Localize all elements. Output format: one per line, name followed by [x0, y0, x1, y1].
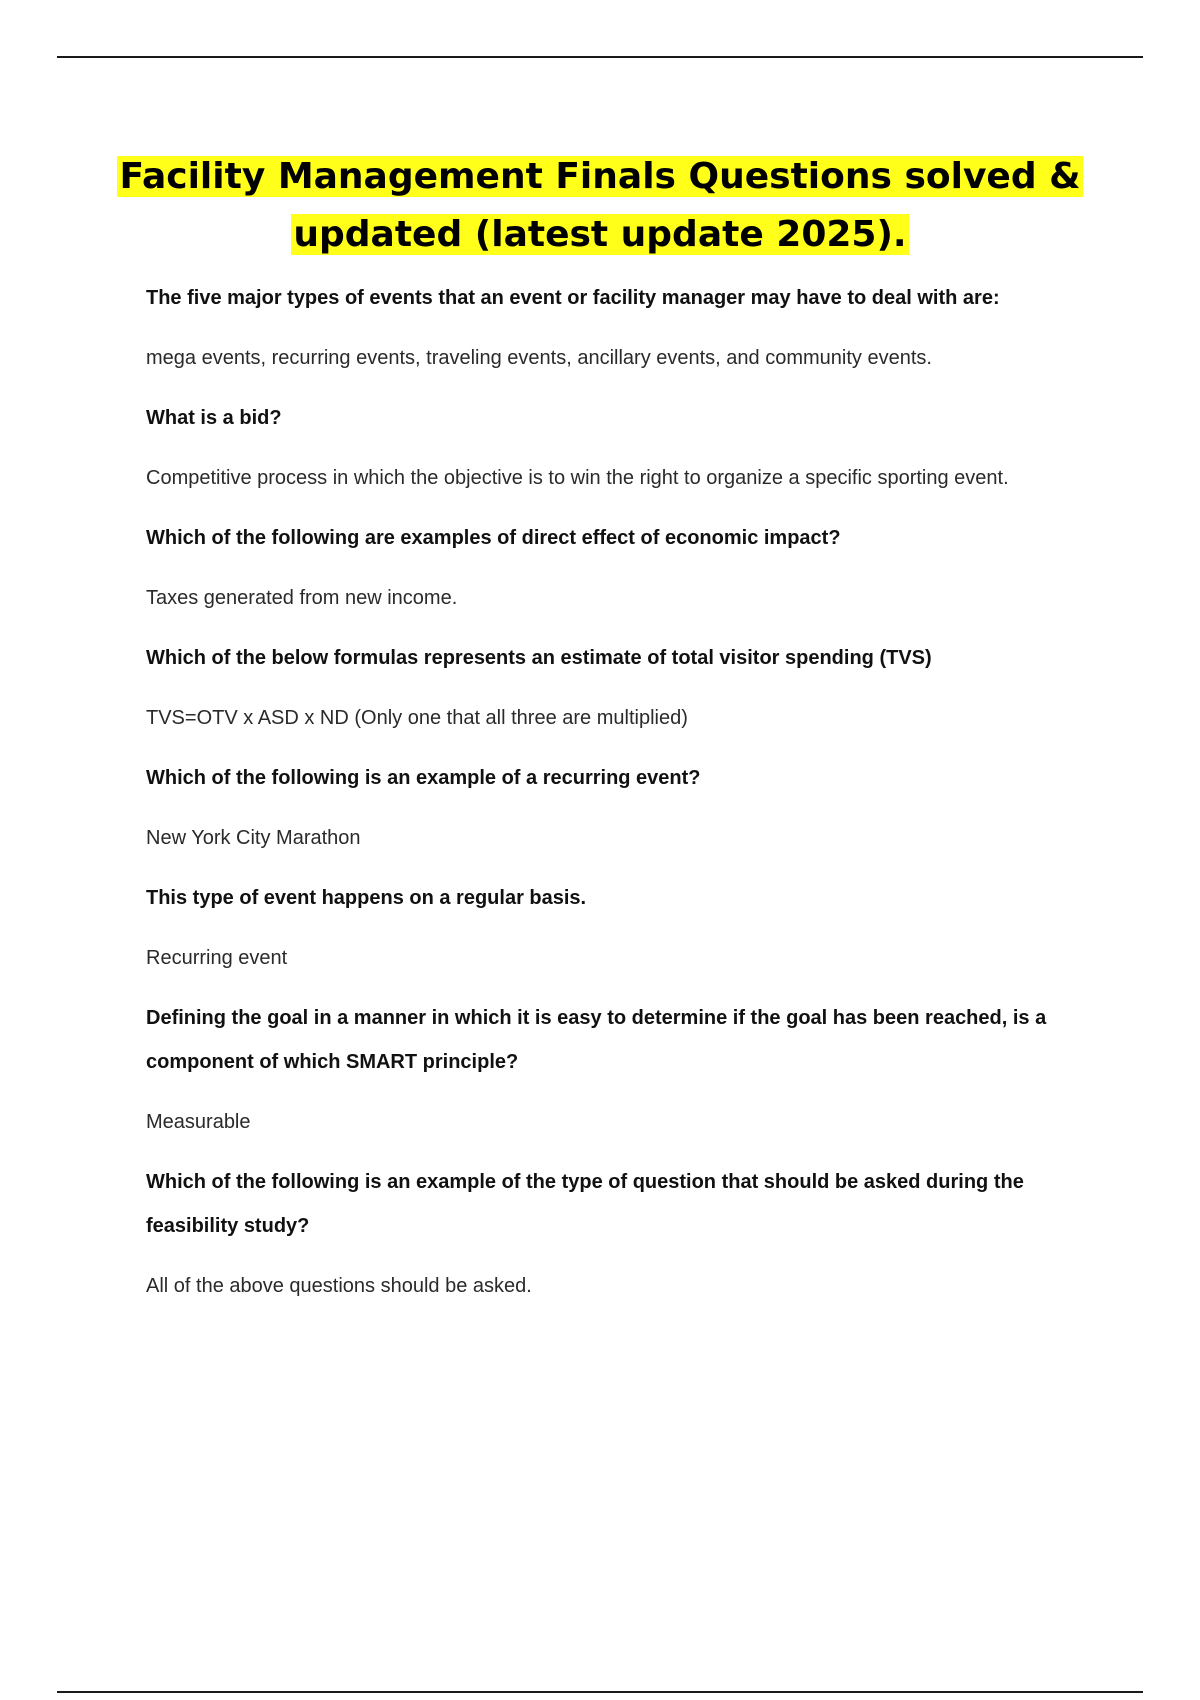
question-2: What is a bid?	[146, 407, 282, 429]
top-rule	[57, 56, 1143, 58]
question-1: The five major types of events that an event or facility manager may have to deal with are:	[146, 287, 1000, 309]
question-8: Which of the following is an example of the type of question that should be asked during the feasibility study?	[146, 1171, 1024, 1237]
question-5: Which of the following is an example of a recurring event?	[146, 767, 701, 789]
answer-5: New York City Marathon	[146, 827, 361, 849]
answer-2: Competitive process in which the objective is to win the right to organize a specific sporting event.	[146, 467, 1009, 489]
question-4: Which of the below formulas represents an estimate of total visitor spending (TVS)	[146, 647, 932, 669]
question-6: This type of event happens on a regular basis.	[146, 887, 587, 909]
answer-1: mega events, recurring events, traveling events, ancillary events, and community events.	[146, 347, 932, 369]
answer-8: All of the above questions should be asked.	[146, 1275, 532, 1297]
answer-3: Taxes generated from new income.	[146, 587, 458, 609]
qa-list	[146, 276, 1096, 1324]
question-3: Which of the following are examples of direct effect of economic impact?	[146, 527, 841, 549]
question-7: Defining the goal in a manner in which it is easy to determine if the goal has been reached, is a component of which SMART principle?	[146, 1007, 1047, 1073]
answer-7: Measurable	[146, 1111, 251, 1133]
page-title-line-2: updated (latest update 2025).	[293, 214, 907, 255]
page-title	[100, 148, 1100, 264]
answer-4: TVS=OTV x ASD x ND (Only one that all three are multiplied)	[146, 707, 688, 729]
answer-6: Recurring event	[146, 947, 288, 969]
page-title-line-1: Facility Management Finals Questions solved &	[119, 156, 1081, 197]
bottom-rule	[57, 1691, 1143, 1693]
